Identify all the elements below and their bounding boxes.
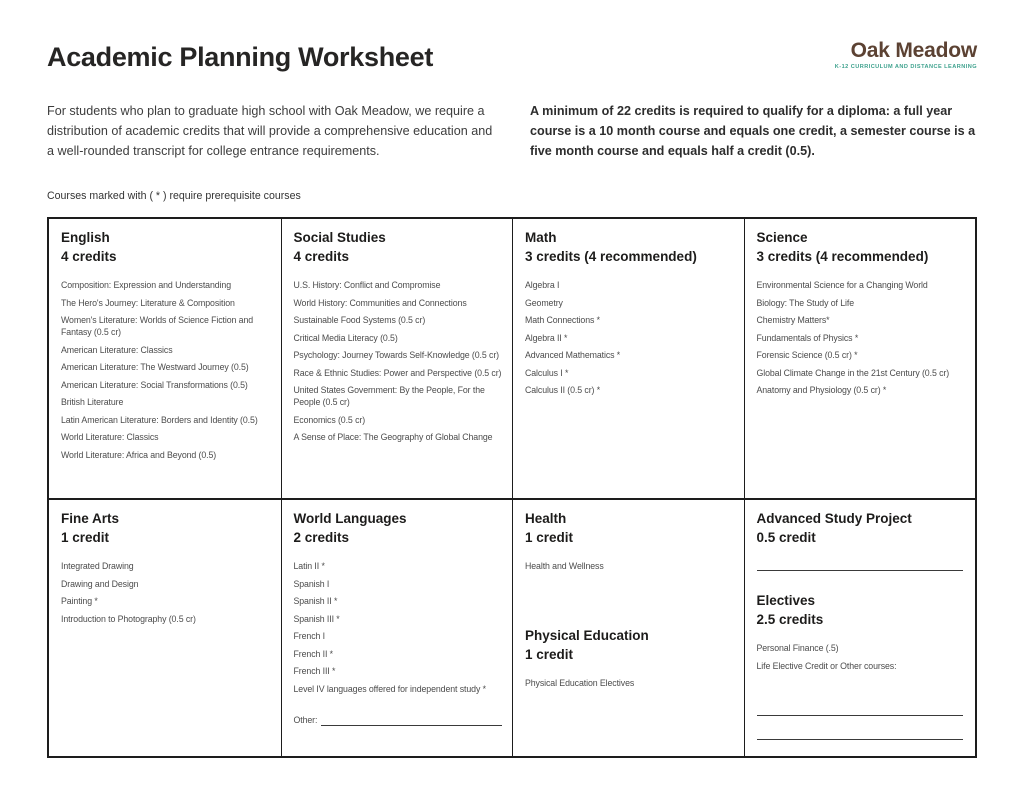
course-item [757, 367, 966, 379]
course-item [525, 367, 734, 379]
course-label: Sustainable Food Systems (0.5 cr) [293, 315, 426, 325]
subject-credits: 4 credits [293, 249, 350, 264]
course-item [294, 349, 503, 361]
spacer [294, 700, 503, 714]
course-label: Fundamentals of Physics * [756, 332, 859, 343]
course-item [61, 314, 271, 338]
course-label: Algebra I [525, 280, 560, 290]
subject-title: Health [525, 511, 567, 526]
logo-tagline: K-12 CURRICULUM AND DISTANCE LEARNING [834, 64, 977, 70]
course-item [61, 449, 271, 461]
course-label: Physical Education Electives [525, 677, 635, 688]
course-item [294, 414, 503, 426]
course-item [757, 384, 966, 396]
course-label: American Literature: The Westward Journey (0.5) [61, 362, 249, 372]
course-item [525, 314, 734, 326]
course-label: Math Connections * [525, 315, 600, 325]
subject-credits: 1 credit [61, 530, 110, 545]
course-label: Introduction to Photography (0.5 cr) [61, 613, 196, 624]
course-item [757, 279, 966, 291]
course-label: Other: [293, 715, 318, 725]
course-label: Latin American Literature: Borders and Identity (0.5) [61, 414, 258, 425]
course-item [757, 642, 966, 654]
subject-section [757, 228, 966, 396]
course-label: Race & Ethnic Studies: Power and Perspective (0.5 cr) [293, 367, 502, 378]
course-label: The Hero's Journey: Literature & Composition [61, 297, 235, 308]
blank-line [757, 560, 964, 571]
subject-cell-advanced-study-electives [744, 500, 976, 756]
blank-line [757, 705, 964, 716]
course-label: American Literature: Classics [61, 344, 173, 355]
course-label: Drawing and Design [61, 578, 139, 589]
course-item [294, 648, 503, 660]
logo-wordmark: Oak Meadow [850, 39, 977, 62]
course-item [294, 367, 503, 379]
course-label: British Literature [61, 397, 124, 407]
course-label: World Literature: Africa and Beyond (0.5) [61, 449, 217, 460]
course-item [525, 332, 734, 344]
blank-line [321, 715, 502, 726]
subject-section [61, 228, 271, 461]
course-label: French I [293, 631, 325, 641]
subject-title: English [61, 230, 110, 245]
intro-paragraph: For students who plan to graduate high school with Oak Meadow, we require a distribution of academic credits that will provide a comprehensive education and a well-rounded transcript for college entrance requirements. [47, 104, 493, 158]
course-label: Environmental Science for a Changing World [756, 280, 928, 290]
spacer [757, 677, 966, 705]
subject-title: Physical Education [525, 627, 649, 643]
course-item [757, 314, 966, 326]
course-label: World History: Communities and Connections [293, 297, 467, 308]
course-item [757, 349, 966, 361]
subject-section [525, 228, 734, 396]
subject-title: Science [756, 230, 808, 245]
course-item [525, 349, 734, 361]
course-item [61, 396, 271, 408]
subject-credits: 1 credit [525, 530, 574, 545]
course-label: French II * [293, 648, 333, 659]
prerequisite-note: Courses marked with ( * ) require prerequisite courses [47, 190, 301, 202]
subject-credits: 2.5 credits [756, 612, 824, 627]
course-label: Integrated Drawing [61, 561, 134, 571]
course-item [525, 677, 734, 689]
course-label: Forensic Science (0.5 cr) * [756, 350, 858, 360]
subject-title: Advanced Study Project [756, 511, 912, 526]
subject-section [757, 591, 966, 740]
subject-title: Fine Arts [61, 511, 120, 526]
fill-in-line [757, 705, 964, 716]
page-header [47, 40, 977, 74]
spacer [525, 578, 734, 606]
course-label: Level IV languages offered for independent study * [293, 683, 486, 694]
course-item [294, 384, 503, 408]
subject-credits: 0.5 credit [756, 530, 816, 545]
course-item [294, 560, 503, 572]
course-label: American Literature: Social Transformations (0.5) [61, 379, 248, 390]
course-item [61, 361, 271, 373]
course-label: Calculus II (0.5 cr) * [525, 385, 601, 395]
course-item [294, 613, 503, 625]
course-label: Algebra II * [525, 332, 568, 343]
course-label: World Literature: Classics [61, 432, 159, 442]
course-item [61, 578, 271, 590]
subject-title: Social Studies [293, 230, 386, 245]
course-label: Economics (0.5 cr) [293, 414, 366, 425]
course-label: Biology: The Study of Life [756, 297, 854, 308]
course-item [294, 630, 503, 642]
subject-cell-science [744, 219, 976, 500]
course-label: Latin II * [293, 561, 325, 571]
oak-meadow-logo [835, 40, 977, 70]
course-item [294, 683, 503, 695]
course-label: Women's Literature: Worlds of Science Fiction and Fantasy (0.5 cr) [61, 315, 254, 337]
subject-credits: 4 credits [61, 249, 117, 264]
course-label: Health and Wellness [525, 561, 604, 571]
course-item [757, 297, 966, 309]
course-label: Spanish III * [293, 613, 340, 624]
course-item [525, 560, 734, 572]
subject-credits: 2 credits [293, 530, 350, 545]
subject-cell-math [512, 219, 744, 500]
course-label: U.S. History: Conflict and Compromise [293, 280, 441, 290]
course-label: Chemistry Matters* [756, 315, 830, 325]
subject-cell-fine-arts [49, 500, 281, 756]
subject-section [525, 626, 734, 689]
blank-line [757, 729, 964, 740]
course-item [294, 578, 503, 590]
course-item [525, 279, 734, 291]
course-label: Geometry [525, 297, 563, 308]
course-item [61, 297, 271, 309]
course-label: Advanced Mathematics * [525, 350, 621, 360]
course-label: French III * [293, 666, 336, 676]
course-item [61, 279, 271, 291]
course-label: United States Government: By the People, For the People (0.5 cr) [293, 385, 485, 407]
fill-in-line [757, 560, 964, 571]
credit-requirement-paragraph: A minimum of 22 credits is required to qualify for a diploma: a full year course is a 10 month course and equals one credit, a semester course is a five month course and equals half a credit (0.5). [530, 104, 976, 158]
subject-cell-english [49, 219, 281, 500]
subject-title: Electives [756, 593, 816, 608]
subject-section [294, 509, 503, 726]
course-item [61, 560, 271, 572]
course-item [61, 595, 271, 607]
course-item [525, 297, 734, 309]
subject-section [61, 509, 271, 625]
course-label: Critical Media Literacy (0.5) [293, 332, 398, 343]
course-label: Personal Finance (.5) [756, 643, 839, 653]
course-item [61, 414, 271, 426]
course-item [294, 595, 503, 607]
course-item [757, 660, 966, 672]
subject-section [525, 509, 734, 606]
course-label: A Sense of Place: The Geography of Global Change [293, 432, 493, 442]
course-item [61, 379, 271, 391]
subject-cell-health [512, 500, 744, 756]
course-item [61, 431, 271, 443]
course-item [294, 332, 503, 344]
course-item [294, 665, 503, 677]
course-item [61, 344, 271, 356]
subject-credits: 3 credits (4 recommended) [756, 249, 929, 264]
course-label: Anatomy and Physiology (0.5 cr) * [756, 385, 887, 395]
page-title: Academic Planning Worksheet [47, 42, 434, 72]
course-label: Composition: Expression and Understanding [61, 280, 231, 290]
subject-section [294, 228, 503, 443]
course-item [61, 613, 271, 625]
subject-section [757, 509, 966, 571]
subject-cell-social-studies [281, 219, 513, 500]
course-item [294, 314, 503, 326]
course-label: Life Elective Credit or Other courses: [756, 660, 897, 671]
subject-credits: 3 credits (4 recommended) [525, 249, 697, 264]
fill-in-line [294, 714, 503, 726]
course-label: Spanish II * [293, 596, 338, 606]
course-label: Psychology: Journey Towards Self-Knowledge (0.5 cr) [293, 350, 499, 360]
course-label: Spanish I [293, 578, 330, 589]
course-item [294, 431, 503, 443]
course-label: Calculus I * [525, 367, 569, 378]
course-item [757, 332, 966, 344]
fill-in-line [757, 729, 964, 740]
course-table [47, 217, 977, 758]
course-item [525, 384, 734, 396]
course-label: Painting * [61, 596, 98, 606]
course-label: Global Climate Change in the 21st Century (0.5 cr) [756, 367, 950, 378]
spacer [757, 722, 966, 729]
course-item [294, 297, 503, 309]
subject-title: Math [525, 230, 557, 245]
subject-credits: 1 credit [525, 646, 574, 662]
course-item [294, 279, 503, 291]
intro-section [47, 101, 977, 161]
subject-cell-world-languages [281, 500, 513, 756]
subject-title: World Languages [293, 511, 407, 526]
